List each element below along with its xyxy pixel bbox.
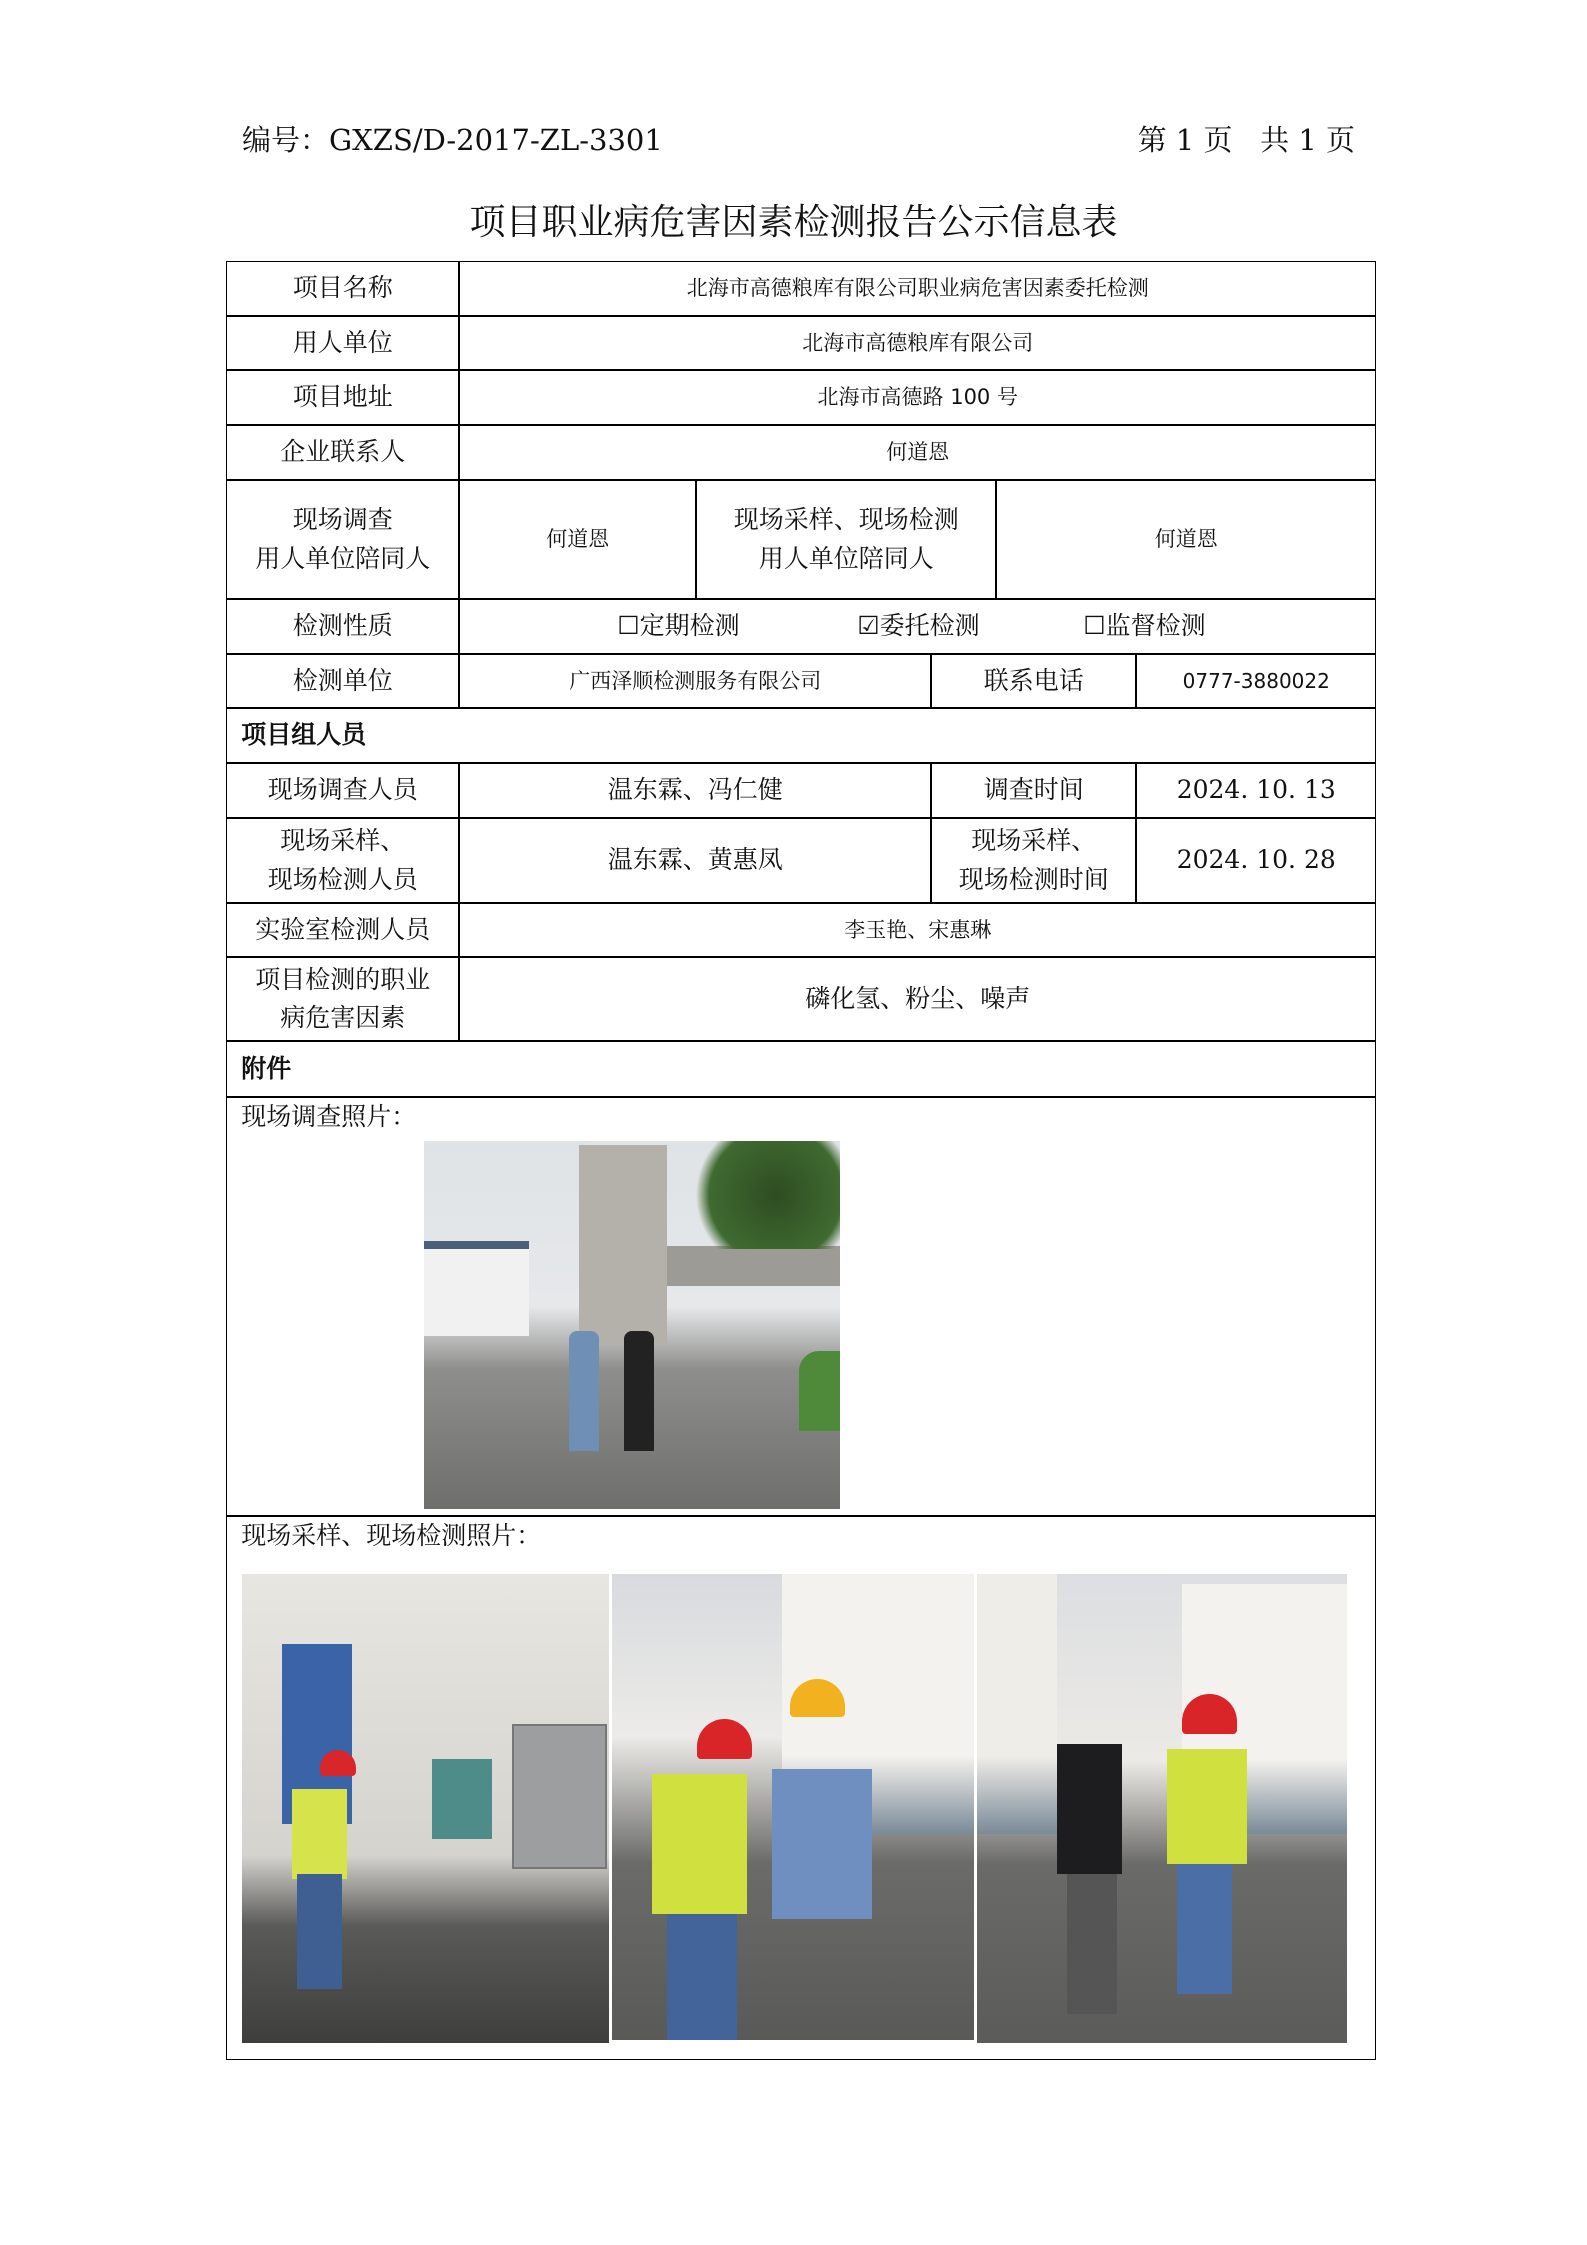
sampling-escort: 何道恩 — [996, 480, 1376, 599]
worker-vest — [652, 1774, 747, 1914]
survey-photos-label: 现场调查照片： — [241, 1102, 417, 1132]
checkbox-checked-icon[interactable]: ☑ — [857, 611, 880, 641]
nature-options — [459, 599, 1376, 654]
samplers-label: 现场采样、 现场检测人员 — [226, 818, 459, 903]
sampling-photo-3 — [977, 1574, 1347, 2043]
person — [624, 1331, 654, 1451]
address-label: 项目地址 — [226, 370, 459, 425]
sampling-photos-label: 现场采样、现场检测照片： — [241, 1521, 542, 1551]
samplers: 温东霖、黄惠凤 — [459, 818, 931, 903]
surveyors: 温东霖、冯仁健 — [459, 763, 931, 818]
project-name-label: 项目名称 — [226, 261, 459, 316]
phone-label: 联系电话 — [931, 654, 1136, 708]
team-section-label: 项目组人员 — [226, 708, 1376, 763]
cabinet — [512, 1724, 607, 1869]
lab: 广西泽顺检测服务有限公司 — [459, 654, 931, 708]
phone: 0777-3880022 — [1136, 654, 1376, 708]
checkbox-empty-icon[interactable]: ☐ — [1083, 611, 1106, 641]
person — [569, 1331, 599, 1451]
gate-pillar — [579, 1145, 667, 1345]
survey-escort: 何道恩 — [459, 480, 696, 599]
survey-photo — [424, 1141, 840, 1509]
person — [1057, 1744, 1122, 1874]
option-supervision[interactable]: ☐监督检测 — [1083, 611, 1206, 641]
contact-label: 企业联系人 — [226, 425, 459, 480]
option-entrusted[interactable]: ☑委托检测 — [857, 611, 980, 641]
survey-time: 2024. 10. 13 — [1136, 763, 1376, 818]
page-number: 第 1 页 共 1 页 — [1137, 123, 1355, 157]
sampling-photo-2 — [612, 1574, 974, 2040]
employer-label: 用人单位 — [226, 316, 459, 370]
worker-vest — [1167, 1749, 1247, 1864]
page-title: 项目职业病危害因素检测报告公示信息表 — [469, 202, 1118, 243]
lab-staff-label: 实验室检测人员 — [226, 903, 459, 957]
sampling-photo-1 — [242, 1574, 609, 2043]
sampling-time: 2024. 10. 28 — [1136, 818, 1376, 903]
lab-staff: 李玉艳、宋惠琳 — [459, 903, 1376, 957]
attachment-section-label: 附件 — [226, 1041, 1376, 1097]
worker-vest — [292, 1789, 347, 1879]
sampling-escort-label: 现场采样、现场检测 用人单位陪同人 — [696, 480, 996, 599]
address: 北海市高德路 100 号 — [459, 370, 1376, 425]
nature-label: 检测性质 — [226, 599, 459, 654]
project-name: 北海市高德粮库有限公司职业病危害因素委托检测 — [459, 261, 1376, 316]
contact: 何道恩 — [459, 425, 1376, 480]
hazards-label: 项目检测的职业 病危害因素 — [226, 957, 459, 1041]
survey-time-label: 调查时间 — [931, 763, 1136, 818]
lab-label: 检测单位 — [226, 654, 459, 708]
survey-escort-label: 现场调查 用人单位陪同人 — [226, 480, 459, 599]
red-helmet — [697, 1719, 752, 1759]
employer: 北海市高德粮库有限公司 — [459, 316, 1376, 370]
option-periodic[interactable]: ☐定期检测 — [617, 611, 740, 641]
hazards: 磷化氢、粉尘、噪声 — [459, 957, 1376, 1041]
checkbox-empty-icon[interactable]: ☐ — [617, 611, 640, 641]
sampling-time-label: 现场采样、 现场检测时间 — [931, 818, 1136, 903]
surveyors-label: 现场调查人员 — [226, 763, 459, 818]
document-number: 编号：GXZS/D-2017-ZL-3301 — [242, 123, 663, 157]
